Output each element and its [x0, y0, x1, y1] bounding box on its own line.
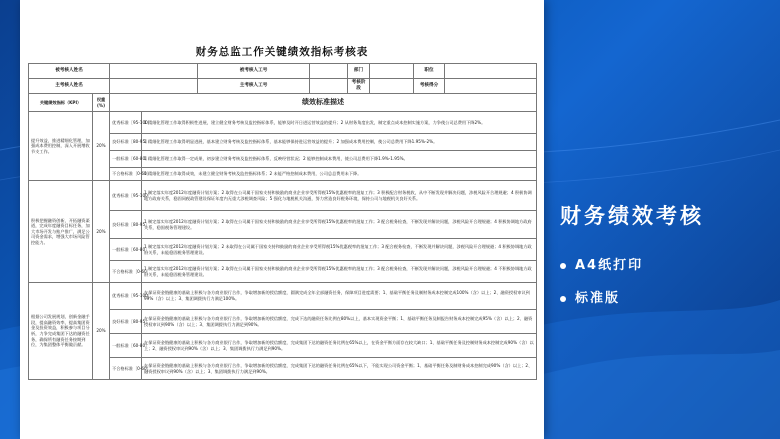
bullet-dot-icon	[560, 263, 566, 269]
description-cell: 1 精细化管理工作取得积极性进展，建立健全财务考核及监控指标体系，能够及时开日进运营效益的提升；2 从财务角度出发，制定重点成本控制实施方案，力争使公司总费用下降2%。	[142, 112, 537, 134]
level-cell: 优秀标准［95-100］	[110, 112, 142, 134]
header-value	[110, 79, 198, 94]
document-title: 财务总监工作关键绩效指标考核表	[195, 46, 369, 58]
bullet-item	[560, 287, 760, 306]
header-value	[370, 64, 414, 79]
description-cell: 1 制定落实年度2012年度融资计划方案；2 取得在公司属于国家支持和鼓励的商业企业享受所得税15%优惠税率的批复工作；3 积极配合财务税收，从中不断发现并解决问题，涉税风险开合理规避；4 积极协调地方政府关系，稳固同税政管建设保证年度内无重大涉税调查风险；5 强化与地税机关沟通，努力营造良好税务环境，保持公司与地税机关良好关系。	[142, 181, 537, 211]
standard-row	[29, 283, 537, 310]
column-header-row	[29, 94, 537, 112]
header-label: 主考核人姓名	[29, 79, 110, 94]
header-label: 被考核人姓名	[29, 64, 110, 79]
header-row-2	[29, 79, 537, 94]
weight-cell: 20%	[93, 112, 110, 181]
header-value	[445, 79, 537, 94]
kpi-column-header: 关键绩效指标（KPI）	[29, 94, 93, 112]
description-cell: 1 精细化管理工作取得成效，未建立健全财务考核及监控指标体系；2 未能严格控制成本费用，公司总总费用未下降。	[142, 168, 537, 181]
header-value	[370, 79, 414, 94]
header-value	[110, 64, 198, 79]
bullet-text: A4纸打印	[575, 258, 644, 273]
standard-row	[29, 112, 537, 134]
header-label: 考核得分	[414, 79, 445, 94]
bullet-text: 标准版	[575, 291, 621, 306]
level-cell: 优秀标准［95-100］	[110, 283, 142, 310]
bullet-dot-icon	[560, 296, 566, 302]
description-cell: 1 精细化管理工作取得明显进展，基本建立财务考核及监控指标体系，基本能够保持进运营效益的提升；2 加强成本费用控制，使公司总费用下降1.95%-2%。	[142, 134, 537, 151]
level-cell: 良好标准［80-95］	[110, 211, 142, 239]
description-cell: 1 精细化管理工作取得一定成果，初步建立财务考核及监控指标体系，反映经营状况；2 能够控制成本费用，使公司总费用下降1.9%-1.95%。	[142, 151, 537, 168]
description-cell: 在保证资金链健康的基础上积极与各方商业银行合作，争取增加新的授信额度，完成集团下达的融资任务比例在65%以上，在资金平衡方面存在较大缺口；1、基础平衡任务及控制财务成本控制完成90%（含）以上；2、融资授权审议到90%（含）以上；3、集团调拨执行力满足到90%。	[142, 334, 537, 358]
kpi-sections	[29, 112, 537, 380]
header-value	[445, 64, 537, 79]
header-label: 职位	[414, 64, 445, 79]
description-cell: 1 制定落实年度2012年度融资计划方案；2 取得在公司属于国家支持和鼓励的商业企业享受所得税15%优惠税率的批复工作；3 配合税务检查，不断发现并解决问题，涉税风险开合理规避；4 不积极协调地方政府关系，未能稳固税务管理建设。	[142, 261, 537, 283]
description-cell: 在保证资金链健康的基础上积极与各方商业银行合作，争取增加新的授信额度，完成集团下达的融资任务比例在65%以下，不能实现公司资金平衡；1、基础平衡任务及制财务成本控制完成90%（含）以上；2、融资授权审议到90%（含）以上；3、集团调拨执行力满足到90%。	[142, 358, 537, 380]
header-label: 被考核人工号	[198, 64, 310, 79]
header-label: 考核阶段	[348, 79, 370, 94]
kpi-cell: 积极把握融资创新，开拓融资渠道，完成年度融资目标任务，加大市场开发与账户推广，满足公司资金需求，增强大市场风险管控能力。	[29, 181, 93, 283]
header-value	[310, 64, 348, 79]
level-cell: 良好标准［80-95］	[110, 310, 142, 334]
header-value	[310, 79, 348, 94]
level-cell: 不合格标准［0-60］	[110, 261, 142, 283]
bullet-item	[560, 254, 760, 273]
description-cell: 1 制定落实年度2012年度融资计划方案；2 未取得在公司属于国家支持和鼓励的商业企业享受所得税15%优惠税率的批复工作；3 配合税务检查，不断发现并解决问题，涉税风险开合理规避；4 积极协调地方政府关系，未能稳固税务管理建设。	[142, 239, 537, 261]
description-cell: 1 制定落实年度2012年度融资计划方案；2 取得在公司属于国家支持和鼓励的商业企业享受所得税15%优惠税率的批复工作；3 配合税务检查，不断发现并解决问题，涉税风险开合理规避；4 积极协调地方政府关系，稳固税务管理建设。	[142, 211, 537, 239]
level-cell: 优秀标准［95-100］	[110, 181, 142, 211]
level-cell: 不合格标准［0-60］	[110, 358, 142, 380]
level-cell: 一般标准［60-80］	[110, 334, 142, 358]
standard-row	[29, 181, 537, 211]
level-cell: 良好标准［80-95］	[110, 134, 142, 151]
weight-column-header: 权重(%)	[93, 94, 110, 112]
header-row-1	[29, 64, 537, 79]
kpi-cell: 提升效益，推进精细化管理，加强成本费用控制，深入开展增收节支工作。	[29, 112, 93, 181]
description-cell: 在保证资金链健康的基础上积极与各方商业银行合作，争取增加新的授信额度，完成下达的融资任务比例在80%以上，基本实现资金平衡；1、基础平衡任务及制报告财务成本控制完成95%（含）以上；2、融资授权审议到90%（含）以上；3、集团调拨执行力满足到90%。	[142, 310, 537, 334]
header-label: 主考核人工号	[198, 79, 310, 94]
document-page	[20, 0, 544, 439]
slide-title: 财务绩效考核	[560, 204, 704, 228]
level-cell: 不合格标准［0-60］	[110, 168, 142, 181]
kpi-table	[28, 63, 537, 380]
standard-column-header: 绩效标准描述	[110, 94, 537, 112]
description-cell: 在保证资金链健康的基础上积极与各方商业银行合作，争取增加新的授信额度，圆满完成全年全部融资任务，保障项目进度需要；1、基础平衡任务及制财务成本控制完成100%（含）以上；2、融资授权审议到99%（含）以上；3、集团调拨执行力满足100%。	[142, 283, 537, 310]
weight-cell: 20%	[93, 181, 110, 283]
level-cell: 一般标准［60-80］	[110, 151, 142, 168]
weight-cell: 20%	[93, 283, 110, 380]
header-label: 部门	[348, 64, 370, 79]
kpi-cell: 根据公司发展规划，创新金融手段，提高融资效率，提高集团资金及投资效益，积极参与项目分析，力争完成集团下达的融资任务，确保所有融资任务按期到位，为集团整体平衡做贡献。	[29, 283, 93, 380]
level-cell: 一般标准［60-80］	[110, 239, 142, 261]
